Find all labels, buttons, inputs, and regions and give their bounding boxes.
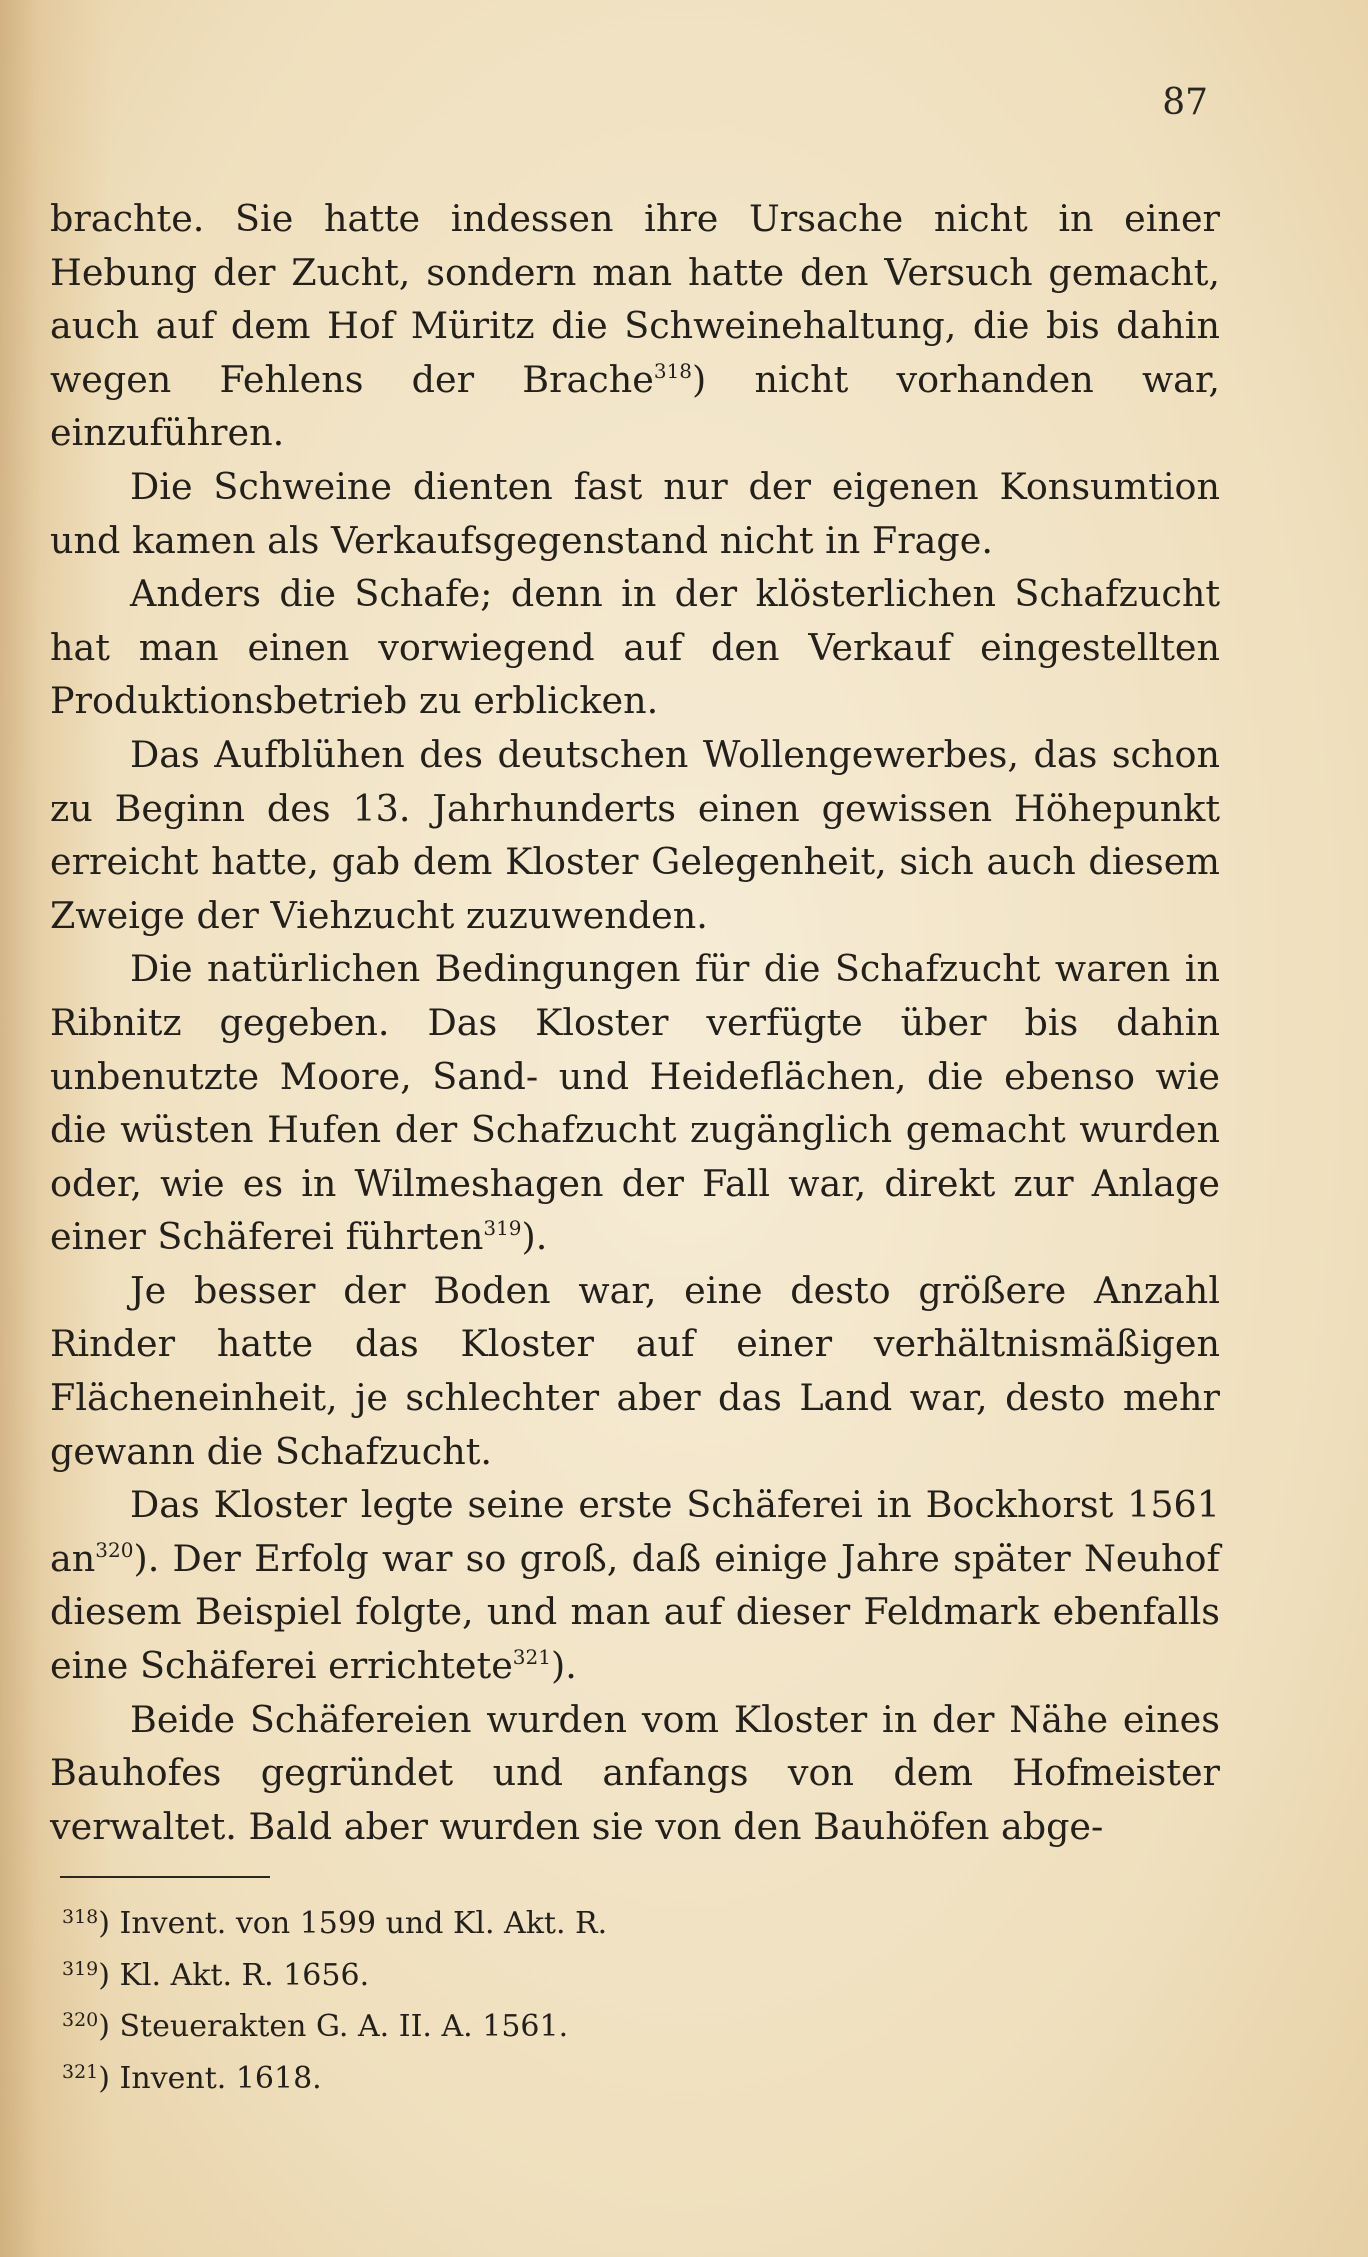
footnote-number: 320 [62,2009,99,2031]
paragraph [50,942,1220,1264]
paragraph [50,1693,1220,1854]
body-text [50,192,1220,1853]
footnote-divider [60,1876,270,1878]
footnote-ref: 318 [653,358,693,383]
footnote [62,1895,1162,1947]
paragraph [50,728,1220,942]
text-span: Das Aufblühen des deutschen Wollengewerbes, das schon zu Beginn des 13. Jahrhunderts einen gewissen Höhepunkt erreicht hatte, gab dem Kloster Gelegenheit, sich auch diesem Zweige der Viehzucht zuzuwenden. [50,732,1220,937]
paragraph [50,460,1220,567]
text-span: ). Der Erfolg war so groß, daß einige Jahre später Neuhof diesem Beispiel folgte, und man auf dieser Feldmark ebenfalls eine Schäferei errichtete [50,1536,1220,1688]
text-span: Das Kloster legte seine erste Schäferei in Bockhorst 1561 an [50,1483,1220,1580]
text-span: Beide Schäfereien wurden vom Kloster in der Nähe eines Bauhofes gegründet und anfangs von dem Hofmeister verwaltet. Bald aber wurden sie von den Bauhöfen abge- [50,1697,1220,1848]
footnote-ref: 321 [512,1645,551,1670]
text-span: ). [550,1644,577,1688]
footnote-ref: 319 [483,1216,522,1241]
text-span: Die natürlichen Bedingungen für die Schafzucht waren in Ribnitz gegeben. Das Kloster verfügte über bis dahin unbenutzte Moore, Sand- und Heideflächen, die ebenso wie die wüsten Hufen der Schafzucht zugänglich gemacht wurden oder, wie es in Wilmeshagen der Fall war, direkt zur Anlage einer Schäferei führten [50,947,1220,1259]
paragraph [50,567,1220,728]
footnote [62,2050,1162,2102]
footnote-number: 319 [62,1957,99,1980]
footnote-text: ) Invent. von 1599 und Kl. Akt. R. [98,1906,608,1941]
paragraph [50,192,1220,460]
footnote-text: ) Kl. Akt. R. 1656. [98,1957,370,1993]
text-span: Anders die Schafe; denn in der klösterlichen Schafzucht hat man einen vorwiegend auf den Verkauf eingestellten Produktionsbetrieb zu erblicken. [50,572,1220,723]
footnote [62,1947,1162,1999]
footnote-number: 321 [62,2060,99,2083]
text-span: Die Schweine dienten fast nur der eigenen Konsumtion und kamen als Verkaufsgegenstand nicht in Frage. [50,464,1220,562]
text-span: ). [521,1215,548,1259]
footnote-ref: 320 [95,1537,134,1562]
footnote-text: ) Invent. 1618. [98,2060,322,2096]
text-span: brachte. Sie hatte indessen ihre Ursache nicht in einer Hebung der Zucht, sondern man hatte den Versuch gemacht, auch auf dem Hof Müritz die Schweinehaltung, die bis dahin wegen Fehlens der Brache [50,197,1220,401]
paragraph [50,1478,1220,1692]
page-number: 87 [1162,82,1208,123]
text-span: ) nicht vorhanden war, einzuführen. [50,357,1220,455]
text-span: Je besser der Boden war, eine desto größere Anzahl Rinder hatte das Kloster auf einer verhältnismäßigen Flächeneinheit, je schlechter aber das Land war, desto mehr gewann die Schafzucht. [50,1268,1220,1473]
paragraph [50,1264,1220,1478]
footnote-number: 318 [62,1906,99,1928]
footnote-text: ) Steuerakten G. A. II. A. 1561. [98,2009,569,2044]
footnote [62,1998,1162,2050]
footnotes [62,1895,1162,2101]
